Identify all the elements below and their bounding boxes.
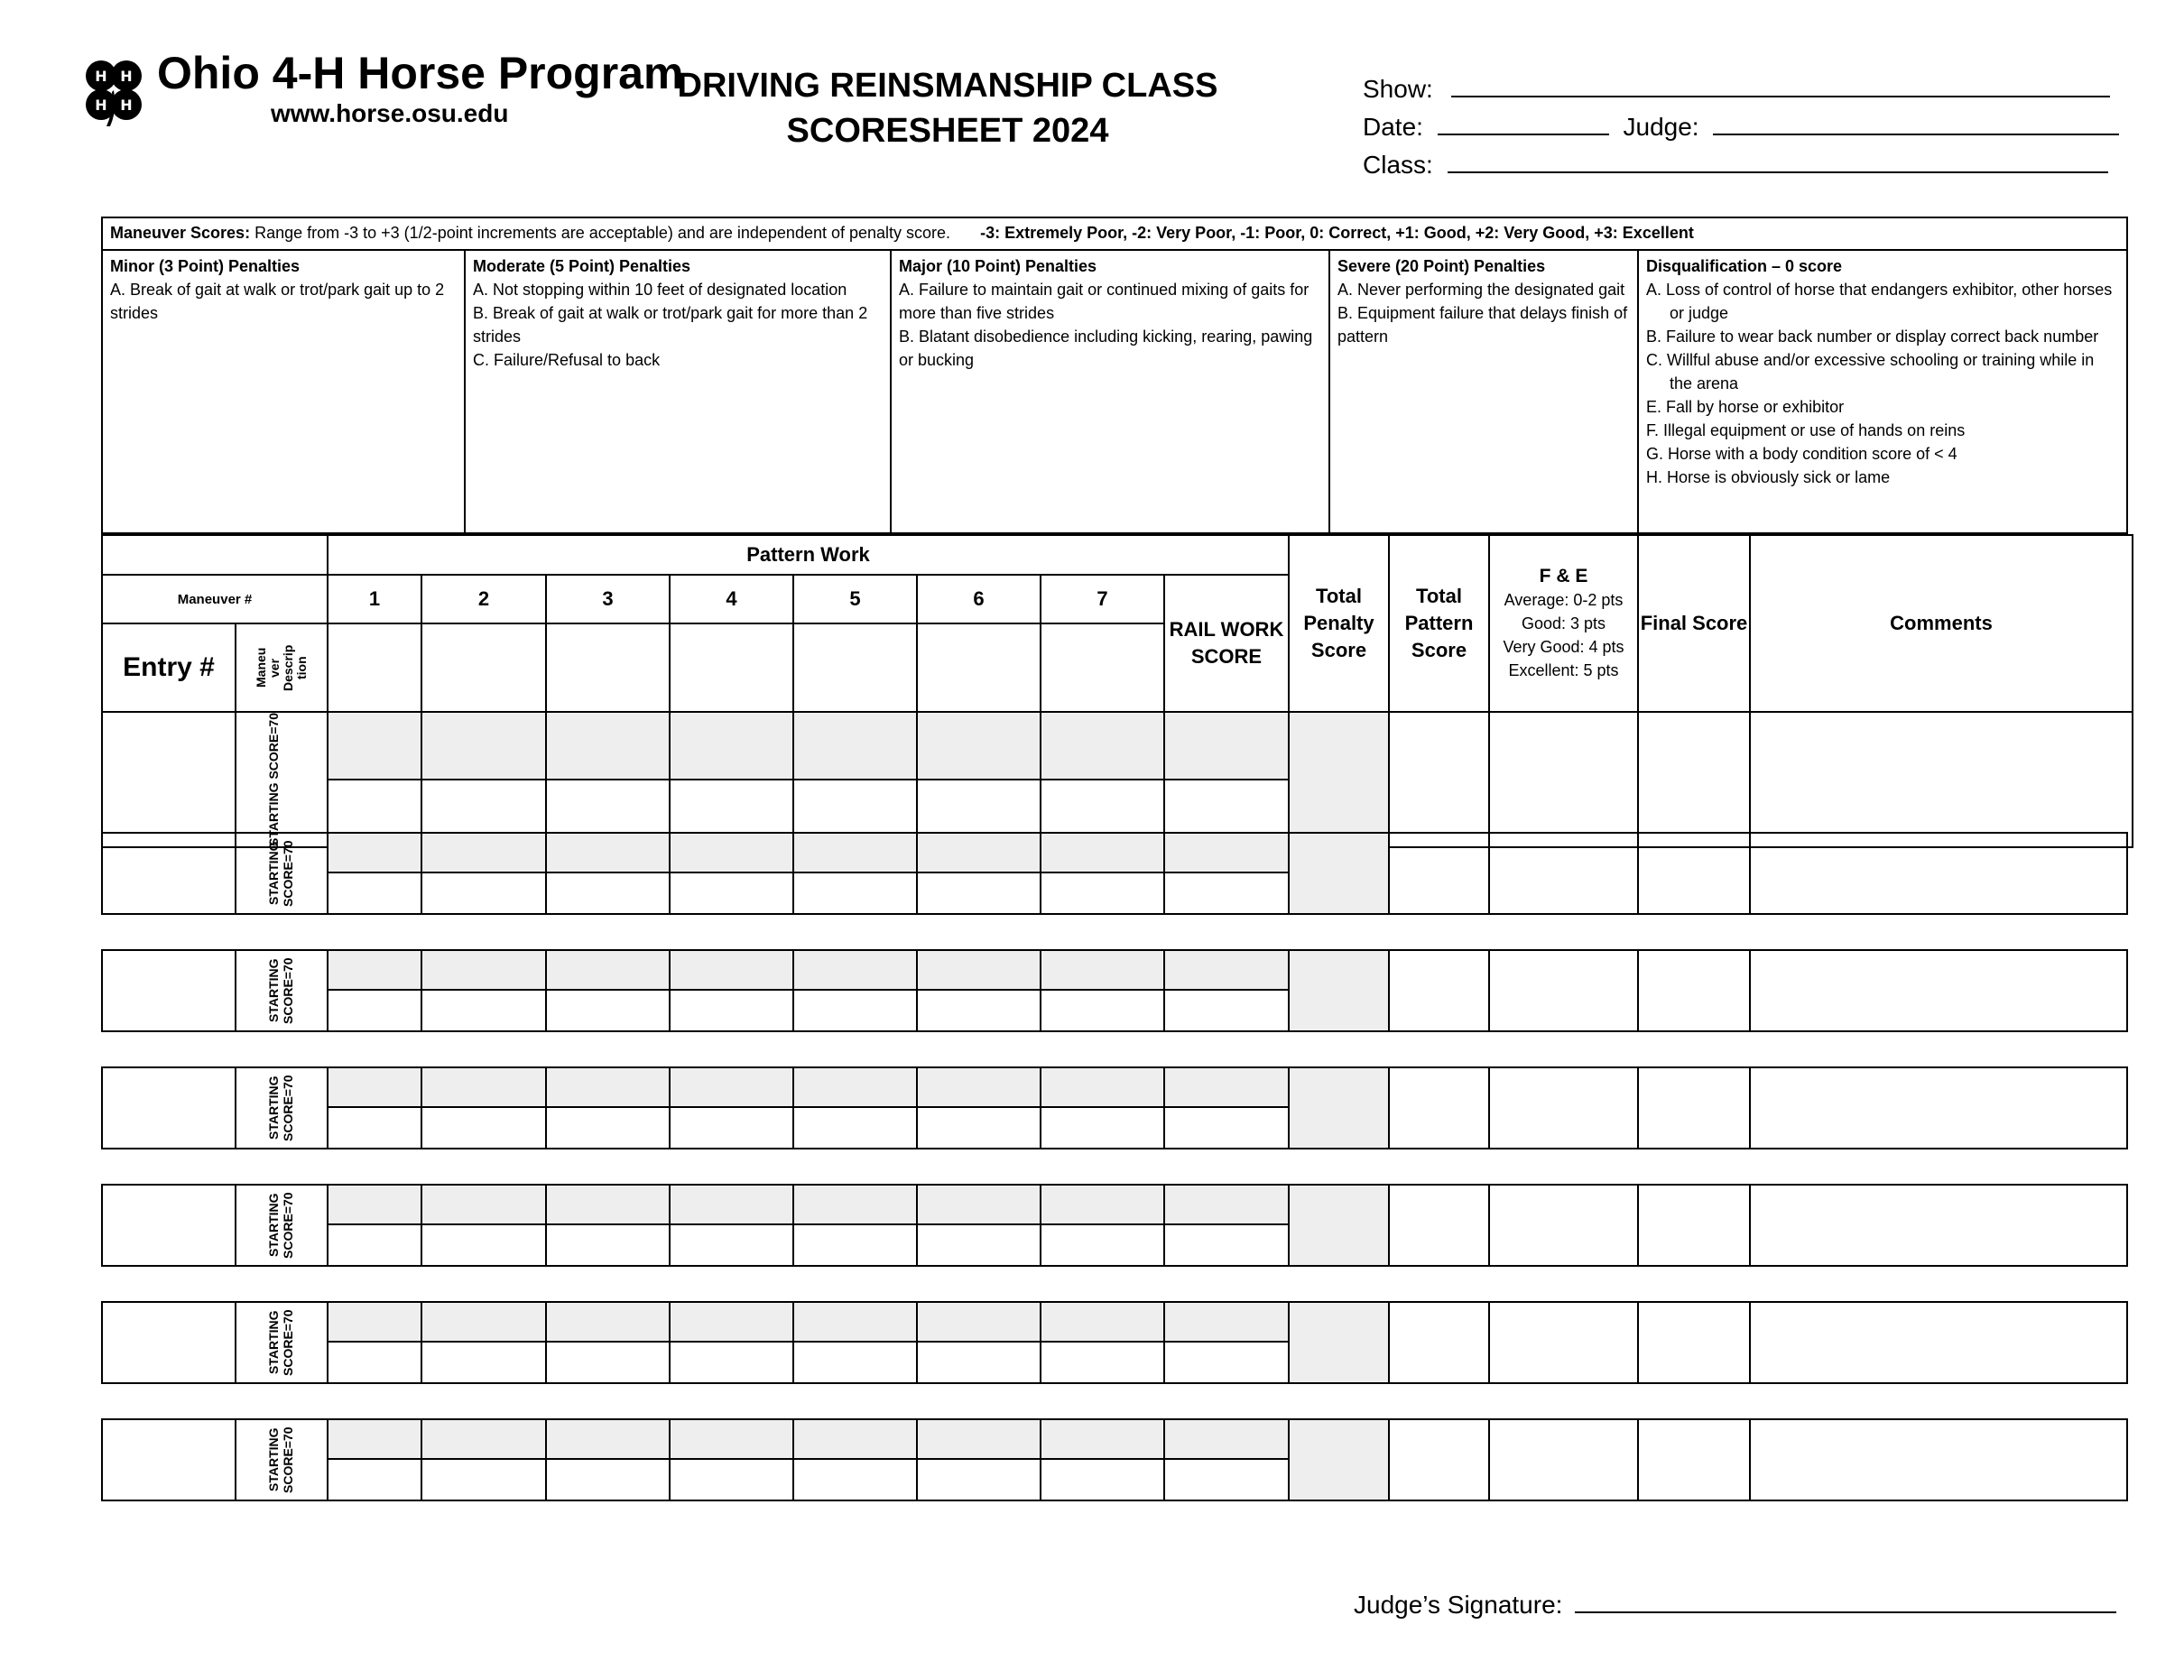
starting-score-label: STARTING SCORE=70 [266, 840, 295, 907]
fe-average: Average: 0-2 pts [1504, 591, 1624, 609]
maneuver-description-cell[interactable] [670, 623, 793, 712]
maneuver-scores-text: Range from -3 to +3 (1/2-point increments are acceptable) and are independent of penalty score. [254, 224, 951, 242]
score-subcell[interactable] [1165, 1420, 1288, 1460]
penalty-info-box [101, 217, 2128, 534]
dq-title: Disqualification – 0 score [1646, 257, 1843, 275]
fe-cell[interactable] [1490, 1420, 1639, 1500]
entry-number-header: Entry # [102, 623, 236, 712]
maneuver-score-cell[interactable] [547, 1068, 671, 1148]
fe-title: F & E [1539, 566, 1588, 586]
maneuver-score-cell[interactable] [422, 834, 547, 913]
show-input[interactable] [1451, 72, 2110, 97]
final-score-cell[interactable] [1639, 1303, 1751, 1382]
judge-label: Judge: [1623, 113, 1699, 141]
entry-number-cell[interactable] [102, 712, 236, 847]
maneuver-description-cell[interactable] [1041, 623, 1164, 712]
moderate-title: Moderate (5 Point) Penalties [473, 257, 691, 275]
maneuver-score-cell[interactable] [917, 712, 1041, 780]
rail-work-cell[interactable] [1165, 1303, 1290, 1382]
score-subcell[interactable] [671, 1186, 792, 1225]
score-subcell[interactable] [671, 1303, 792, 1343]
maneuver-score-cell[interactable] [918, 1186, 1041, 1265]
maneuver-score-cell[interactable] [918, 1420, 1041, 1500]
maneuver-description-cell[interactable] [328, 623, 421, 712]
score-subcell[interactable] [1165, 1303, 1288, 1343]
maneuver-score-cell[interactable] [329, 1420, 422, 1500]
score-subcell[interactable] [794, 1186, 916, 1225]
moderate-item: A. Not stopping within 10 feet of designated location [473, 281, 847, 299]
judge-signature-label: Judge’s Signature: [1354, 1591, 1563, 1619]
final-score-cell[interactable] [1639, 951, 1751, 1030]
rail-work-cell[interactable] [1164, 712, 1289, 780]
svg-text:H: H [120, 68, 133, 85]
maneuver-score-cell[interactable] [422, 1068, 547, 1148]
maneuver-score-cell[interactable] [918, 1303, 1041, 1382]
entry-number-cell[interactable] [103, 1420, 236, 1500]
maneuver-score-cell[interactable] [918, 1068, 1041, 1148]
maneuver-score-cell[interactable] [671, 1068, 794, 1148]
class-title [632, 63, 1263, 153]
score-subcell[interactable] [671, 1068, 792, 1108]
fe-cell[interactable] [1490, 951, 1639, 1030]
total-pattern-cell[interactable] [1390, 1420, 1490, 1500]
maneuver-score-cell[interactable] [671, 1420, 794, 1500]
fe-cell[interactable] [1489, 712, 1638, 847]
score-subcell[interactable] [671, 834, 792, 873]
score-subcell[interactable] [1041, 834, 1163, 873]
program-title: Ohio 4-H Horse Program [157, 48, 684, 98]
severe-penalties [1330, 251, 1639, 534]
maneuver-score-cell[interactable] [794, 951, 918, 1030]
score-subcell[interactable] [794, 1303, 916, 1343]
maneuver-score-cell[interactable] [1041, 951, 1165, 1030]
score-subcell[interactable] [329, 951, 421, 991]
score-subcell[interactable] [794, 1068, 916, 1108]
date-input[interactable] [1438, 110, 1609, 135]
starting-score-label: STARTING SCORE=70 [266, 1192, 295, 1259]
score-subcell[interactable] [1041, 951, 1163, 991]
dq-item: F. Illegal equipment or use of hands on reins [1646, 421, 1966, 439]
maneuver-score-cell[interactable] [794, 1068, 918, 1148]
score-subcell[interactable] [547, 834, 669, 873]
maneuver-score-cell[interactable] [918, 834, 1041, 913]
fe-header [1489, 535, 1638, 712]
maneuver-score-cell[interactable] [671, 834, 794, 913]
judge-input[interactable] [1713, 110, 2119, 135]
maneuver-score-cell[interactable] [421, 712, 546, 780]
severe-title: Severe (20 Point) Penalties [1337, 257, 1546, 275]
maneuver-score-cell[interactable] [422, 1303, 547, 1382]
comments-cell[interactable] [1751, 834, 2133, 913]
maneuver-score-cell[interactable] [671, 1303, 794, 1382]
disqualification [1639, 251, 2126, 534]
final-score-cell[interactable] [1639, 1420, 1751, 1500]
fe-good: Good: 3 pts [1521, 614, 1606, 632]
maneuver-score-cell[interactable] [671, 1186, 794, 1265]
score-subcell[interactable] [547, 1420, 669, 1460]
maneuver-score-cell[interactable] [794, 1303, 918, 1382]
fe-cell[interactable] [1490, 1068, 1639, 1148]
dq-item: H. Horse is obviously sick or lame [1646, 468, 1891, 486]
program-url[interactable]: www.horse.osu.edu [271, 99, 509, 127]
score-subcell[interactable] [671, 951, 792, 991]
score-subcell[interactable] [329, 1303, 421, 1343]
score-subcell[interactable] [1165, 1186, 1288, 1225]
entry-block [101, 1066, 2128, 1149]
total-penalty-cell[interactable] [1290, 951, 1390, 1030]
maneuver-7-header: 7 [1041, 575, 1164, 623]
starting-score-cell [236, 1420, 329, 1500]
maneuver-5-header: 5 [793, 575, 917, 623]
class-title-line1: DRIVING REINSMANSHIP CLASS [677, 67, 1218, 105]
maneuver-score-cell[interactable] [422, 1420, 547, 1500]
maneuver-score-cell[interactable] [422, 1186, 547, 1265]
score-subcell[interactable] [1041, 1420, 1163, 1460]
maneuver-description-cell[interactable] [421, 623, 546, 712]
maneuver-score-cell[interactable] [547, 1303, 671, 1382]
maneuver-score-cell[interactable] [794, 834, 918, 913]
score-subcell[interactable] [918, 1420, 1040, 1460]
comments-cell[interactable] [1751, 1303, 2133, 1382]
entry-block [101, 949, 2128, 1032]
score-subcell[interactable] [918, 1303, 1040, 1343]
maneuver-score-cell[interactable] [547, 1420, 671, 1500]
final-score-cell[interactable] [1639, 834, 1751, 913]
date-label: Date: [1363, 113, 1423, 141]
total-penalty-cell[interactable] [1290, 1303, 1390, 1382]
score-subcell[interactable] [794, 951, 916, 991]
comments-cell[interactable] [1751, 1068, 2133, 1148]
moderate-penalties [466, 251, 892, 534]
entry-block [101, 1184, 2128, 1267]
major-title: Major (10 Point) Penalties [899, 257, 1097, 275]
maneuver-score-cell[interactable] [793, 712, 917, 780]
maneuver-score-cell[interactable] [1041, 834, 1165, 913]
rail-work-cell[interactable] [1165, 834, 1290, 913]
maneuver-score-cell[interactable] [1041, 1420, 1165, 1500]
comments-cell[interactable] [1751, 951, 2133, 1030]
maneuver-score-cell[interactable] [546, 712, 670, 780]
fe-cell[interactable] [1490, 834, 1639, 913]
score-subcell[interactable] [422, 1420, 545, 1460]
score-subcell[interactable] [1041, 1186, 1163, 1225]
entry-block [101, 832, 2128, 915]
dq-item: G. Horse with a body condition score of < 4 [1646, 445, 1957, 463]
score-table [101, 534, 2133, 848]
maneuver-3-header: 3 [546, 575, 670, 623]
starting-score-label: STARTING SCORE=70 [266, 1426, 295, 1493]
score-subcell[interactable] [918, 1068, 1040, 1108]
maneuver-score-cell[interactable] [329, 834, 422, 913]
maneuver-score-cell[interactable] [794, 1420, 918, 1500]
score-subcell[interactable] [547, 1303, 669, 1343]
comments-cell[interactable] [1751, 1420, 2133, 1500]
svg-text:H: H [120, 97, 133, 114]
starting-score-cell [236, 834, 329, 913]
entry-block [101, 1418, 2128, 1501]
entry-row [102, 712, 2133, 780]
show-field [1363, 72, 2110, 104]
svg-text:H: H [95, 97, 107, 114]
svg-text:H: H [95, 68, 107, 85]
maneuver-score-cell[interactable] [329, 951, 422, 1030]
total-penalty-cell[interactable] [1290, 834, 1390, 913]
score-subcell[interactable] [1041, 1068, 1163, 1108]
total-pattern-cell[interactable] [1390, 1068, 1490, 1148]
maneuver-description-cell[interactable] [917, 623, 1041, 712]
judge-signature-input[interactable] [1575, 1588, 2116, 1613]
minor-title: Minor (3 Point) Penalties [110, 257, 301, 275]
maneuver-score-cell[interactable] [422, 951, 547, 1030]
total-pattern-cell[interactable] [1390, 1303, 1490, 1382]
total-pattern-header: Total Pattern Score [1389, 535, 1489, 712]
rail-work-cell[interactable] [1165, 1068, 1290, 1148]
maneuver-score-cell[interactable] [1041, 1303, 1165, 1382]
final-score-header: Final Score [1638, 535, 1750, 712]
starting-score-cell [236, 712, 328, 847]
total-penalty-header: Total Penalty Score [1289, 535, 1389, 712]
maneuver-description-header: Maneu ver Descrip tion [236, 623, 328, 712]
maneuver-score-cell[interactable] [547, 1186, 671, 1265]
fe-excellent: Excellent: 5 pts [1508, 661, 1619, 679]
class-field [1363, 148, 2108, 180]
minor-penalties [103, 251, 466, 534]
comments-cell[interactable] [1751, 1186, 2133, 1265]
maneuver-2-header: 2 [421, 575, 546, 623]
total-pattern-cell[interactable] [1390, 951, 1490, 1030]
class-title-line2: SCORESHEET 2024 [786, 112, 1109, 150]
severe-item: B. Equipment failure that delays finish of pattern [1337, 304, 1628, 346]
maneuver-score-cell[interactable] [918, 951, 1041, 1030]
maneuver-score-cell[interactable] [670, 712, 793, 780]
maneuver-score-cell[interactable] [329, 1186, 422, 1265]
total-pattern-cell[interactable] [1389, 712, 1489, 847]
final-score-cell[interactable] [1639, 1068, 1751, 1148]
score-subcell[interactable] [547, 1186, 669, 1225]
final-score-cell[interactable] [1639, 1186, 1751, 1265]
pattern-work-header: Pattern Work [328, 535, 1289, 575]
severe-item: A. Never performing the designated gait [1337, 281, 1625, 299]
major-item: B. Blatant disobedience including kicking, rearing, pawing or bucking [899, 328, 1313, 369]
score-subcell[interactable] [422, 1186, 545, 1225]
blank-header-cell [102, 535, 328, 575]
starting-score-label: STARTING SCORE=70 [266, 713, 281, 846]
dq-item: A. Loss of control of horse that endangers exhibitor, other horses or judge [1646, 281, 2113, 322]
starting-score-cell [236, 1303, 329, 1382]
score-subcell[interactable] [671, 1420, 792, 1460]
entry-number-cell[interactable] [103, 1186, 236, 1265]
score-subcell[interactable] [329, 1186, 421, 1225]
score-subcell[interactable] [794, 1420, 916, 1460]
major-penalties [892, 251, 1330, 534]
entry-number-cell[interactable] [103, 1303, 236, 1382]
maneuver-score-cell[interactable] [794, 1186, 918, 1265]
starting-score-cell [236, 951, 329, 1030]
maneuver-score-cell[interactable] [547, 834, 671, 913]
total-penalty-cell[interactable] [1289, 712, 1389, 847]
total-penalty-cell[interactable] [1290, 1186, 1390, 1265]
maneuver-description-cell[interactable] [546, 623, 670, 712]
final-score-cell[interactable] [1638, 712, 1750, 847]
score-subcell[interactable] [329, 1420, 421, 1460]
score-subcell[interactable] [329, 1068, 421, 1108]
comments-header: Comments [1750, 535, 2133, 712]
total-penalty-cell[interactable] [1290, 1068, 1390, 1148]
dq-item: C. Willful abuse and/or excessive schooling or training while in the arena [1646, 351, 2095, 392]
maneuver-scores-row [103, 218, 2126, 251]
fe-cell[interactable] [1490, 1303, 1639, 1382]
score-subcell[interactable] [547, 951, 669, 991]
maneuver-number-header: Maneuver # [102, 575, 328, 623]
maneuver-description-cell[interactable] [793, 623, 917, 712]
show-label: Show: [1363, 75, 1433, 103]
maneuver-score-cell[interactable] [547, 951, 671, 1030]
entry-number-cell[interactable] [103, 834, 236, 913]
maneuver-score-cell[interactable] [328, 712, 421, 780]
comments-cell[interactable] [1750, 712, 2133, 847]
4h-clover-logo [78, 56, 150, 128]
major-item: A. Failure to maintain gait or continued mixing of gaits for more than five strides [899, 281, 1309, 322]
starting-score-label: STARTING SCORE=70 [266, 957, 295, 1024]
maneuver-scores-label: Maneuver Scores: [110, 224, 251, 242]
total-pattern-cell[interactable] [1390, 834, 1490, 913]
moderate-item: C. Failure/Refusal to back [473, 351, 661, 369]
entry-number-cell[interactable] [103, 1068, 236, 1148]
score-subcell[interactable] [794, 834, 916, 873]
dq-item: E. Fall by horse or exhibitor [1646, 398, 1845, 416]
maneuver-6-header: 6 [917, 575, 1041, 623]
score-subcell[interactable] [422, 951, 545, 991]
maneuver-scale: -3: Extremely Poor, -2: Very Poor, -1: Poor, 0: Correct, +1: Good, +2: Very Good, +3: Excellent [980, 224, 1694, 242]
starting-score-cell [236, 1068, 329, 1148]
score-subcell[interactable] [329, 834, 421, 873]
judge-signature-field [1354, 1588, 2116, 1620]
maneuver-score-cell[interactable] [1041, 1186, 1165, 1265]
score-subcell[interactable] [1041, 1303, 1163, 1343]
entry-number-cell[interactable] [103, 951, 236, 1030]
score-subcell[interactable] [918, 834, 1040, 873]
maneuver-score-cell[interactable] [671, 951, 794, 1030]
rail-work-cell[interactable] [1165, 1186, 1290, 1265]
maneuver-score-cell[interactable] [329, 1303, 422, 1382]
score-subcell[interactable] [1165, 1068, 1288, 1108]
score-subcell[interactable] [422, 834, 545, 873]
maneuver-4-header: 4 [670, 575, 793, 623]
score-subcell[interactable] [422, 1303, 545, 1343]
rail-work-header: RAIL WORK SCORE [1164, 575, 1289, 712]
class-label: Class: [1363, 151, 1433, 179]
score-subcell[interactable] [918, 1186, 1040, 1225]
score-subcell[interactable] [1165, 834, 1288, 873]
rail-work-cell[interactable] [1165, 1420, 1290, 1500]
fe-very-good: Very Good: 4 pts [1503, 638, 1624, 656]
maneuver-1-header: 1 [328, 575, 421, 623]
starting-score-cell [236, 1186, 329, 1265]
dq-item: B. Failure to wear back number or display correct back number [1646, 328, 2099, 346]
moderate-item: B. Break of gait at walk or trot/park gait for more than 2 strides [473, 304, 868, 346]
maneuver-score-cell[interactable] [1041, 1068, 1165, 1148]
score-subcell[interactable] [422, 1068, 545, 1108]
minor-item: A. Break of gait at walk or trot/park gait up to 2 strides [110, 281, 445, 322]
fe-cell[interactable] [1490, 1186, 1639, 1265]
class-input[interactable] [1448, 148, 2108, 173]
starting-score-label: STARTING SCORE=70 [266, 1075, 295, 1141]
maneuver-score-cell[interactable] [329, 1068, 422, 1148]
maneuver-score-cell[interactable] [1041, 712, 1164, 780]
total-penalty-cell[interactable] [1290, 1420, 1390, 1500]
starting-score-label: STARTING SCORE=70 [266, 1309, 295, 1376]
rail-work-cell[interactable] [1165, 951, 1290, 1030]
date-judge-field [1363, 110, 2119, 142]
entry-block [101, 1301, 2128, 1384]
score-subcell[interactable] [918, 951, 1040, 991]
score-subcell[interactable] [547, 1068, 669, 1108]
score-subcell[interactable] [1165, 951, 1288, 991]
total-pattern-cell[interactable] [1390, 1186, 1490, 1265]
